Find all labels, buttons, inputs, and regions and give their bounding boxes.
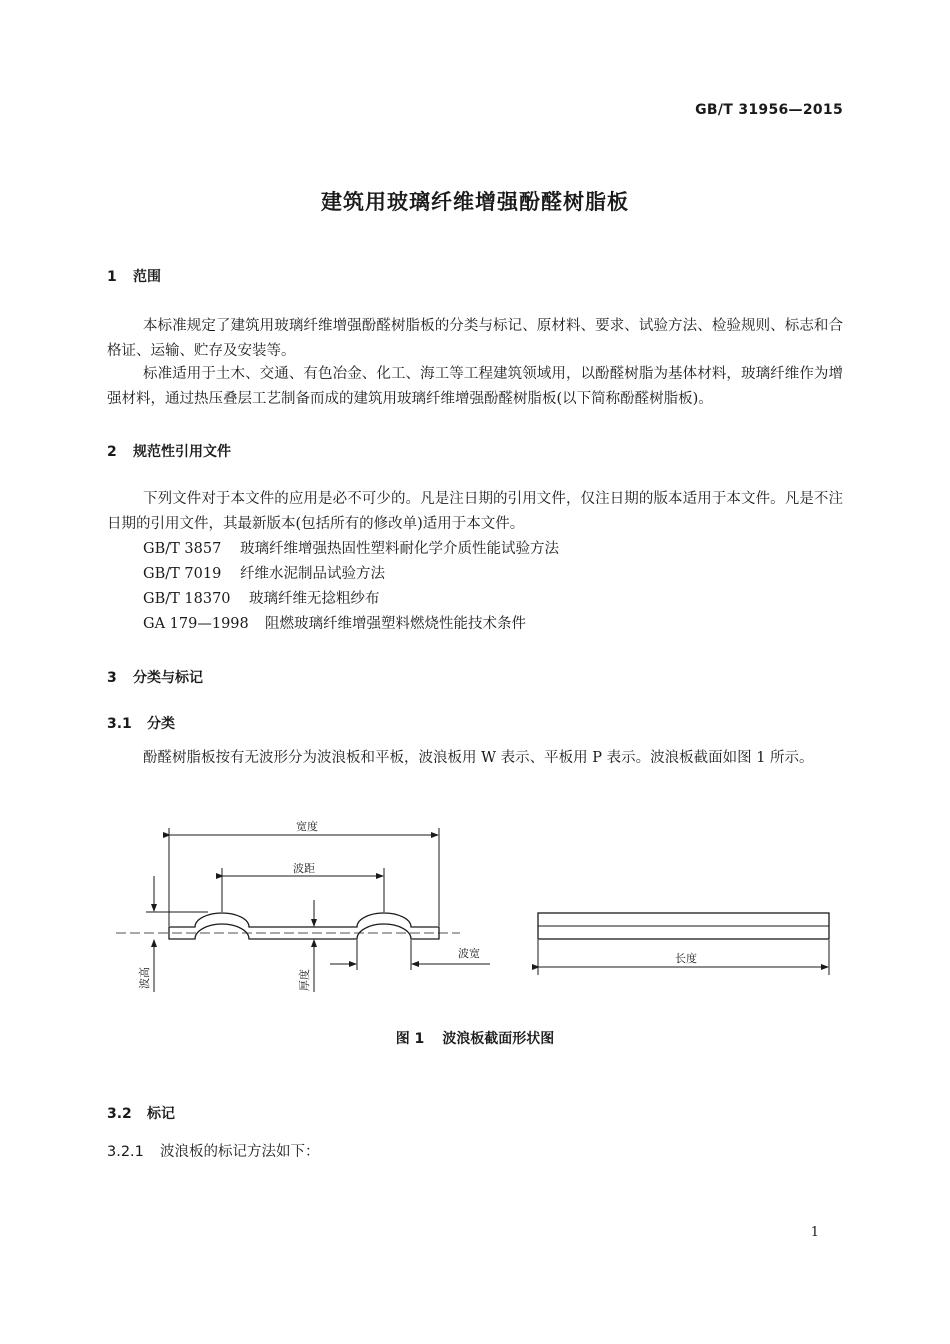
- reference-title: 阻燃玻璃纤维增强塑料燃烧性能技术条件: [265, 616, 526, 632]
- label-thickness: 厚度: [298, 969, 311, 991]
- figure-caption: [0, 1028, 950, 1048]
- section-title: 规范性引用文件: [133, 444, 231, 460]
- figure-number: 图 1: [395, 1031, 425, 1047]
- reference-title: 纤维水泥制品试验方法: [240, 566, 385, 582]
- figure-title: 波浪板截面形状图: [442, 1031, 555, 1047]
- standard-code: GB/T 31956—2015: [695, 102, 843, 118]
- reference-item: [143, 612, 526, 637]
- section-number: 3.1: [107, 716, 132, 732]
- reference-title: 玻璃纤维增强热固性塑料耐化学介质性能试验方法: [240, 541, 559, 557]
- section-number: 3: [107, 670, 117, 686]
- reference-item: [143, 537, 559, 562]
- label-pitch: 波距: [293, 862, 315, 875]
- section-number: 1: [107, 269, 117, 285]
- reference-code: GA 179—1998: [143, 616, 249, 632]
- clause-number: 3.2.1: [107, 1144, 144, 1160]
- reference-code: GB/T 7019: [143, 566, 222, 582]
- section-1-paragraph-2: 标准适用于土木、交通、有色冶金、化工、海工等工程建筑领域用，以酚醛树脂为基体材料，玻璃纤维作为增强材料，通过热压叠层工艺制备而成的建筑用玻璃纤维增强酚醛树脂板(以下简称酚醛树脂板)。: [107, 366, 843, 407]
- section-3-1-heading: [107, 713, 175, 733]
- clause-3-2-1: [107, 1140, 320, 1161]
- section-number: 3.2: [107, 1106, 132, 1122]
- reference-title: 玻璃纤维无捻粗纱布: [249, 591, 380, 607]
- section-2-heading: [107, 441, 231, 461]
- section-3-1-paragraph: 酚醛树脂板按有无波形分为波浪板和平板，波浪板用 W 表示、平板用 P 表示。波浪板截面如图 1 所示。: [143, 750, 814, 766]
- section-1-paragraph-1: 本标准规定了建筑用玻璃纤维增强酚醛树脂板的分类与标记、原材料、要求、试验方法、检验规则、标志和合格证、运输、贮存及安装等。: [107, 318, 843, 359]
- wave-plate-outline: [169, 913, 439, 939]
- page-number: 1: [810, 1225, 819, 1240]
- label-wave-width: 波宽: [458, 947, 480, 960]
- section-number: 2: [107, 444, 117, 460]
- reference-code: GB/T 3857: [143, 541, 222, 557]
- figure-1-cross-section: [0, 800, 950, 1020]
- clause-text: 波浪板的标记方法如下：: [160, 1144, 320, 1160]
- section-title: 范围: [133, 269, 161, 285]
- document-title: 建筑用玻璃纤维增强酚醛树脂板: [321, 190, 629, 214]
- label-length: 长度: [675, 952, 697, 965]
- section-title: 标记: [147, 1106, 175, 1122]
- reference-item: [143, 562, 385, 587]
- section-1-heading: [107, 266, 161, 286]
- section-2-paragraph-1: 下列文件对于本文件的应用是必不可少的。凡是注日期的引用文件，仅注日期的版本适用于本文件。凡是不注日期的引用文件，其最新版本(包括所有的修改单)适用于本文件。: [107, 491, 843, 532]
- label-wave-height: 波高: [138, 967, 151, 989]
- section-3-heading: [107, 667, 203, 687]
- section-title: 分类与标记: [133, 670, 203, 686]
- section-3-2-heading: [107, 1103, 175, 1123]
- reference-item: [143, 587, 380, 612]
- reference-code: GB/T 18370: [143, 591, 231, 607]
- section-title: 分类: [147, 716, 175, 732]
- label-width: 宽度: [296, 820, 318, 833]
